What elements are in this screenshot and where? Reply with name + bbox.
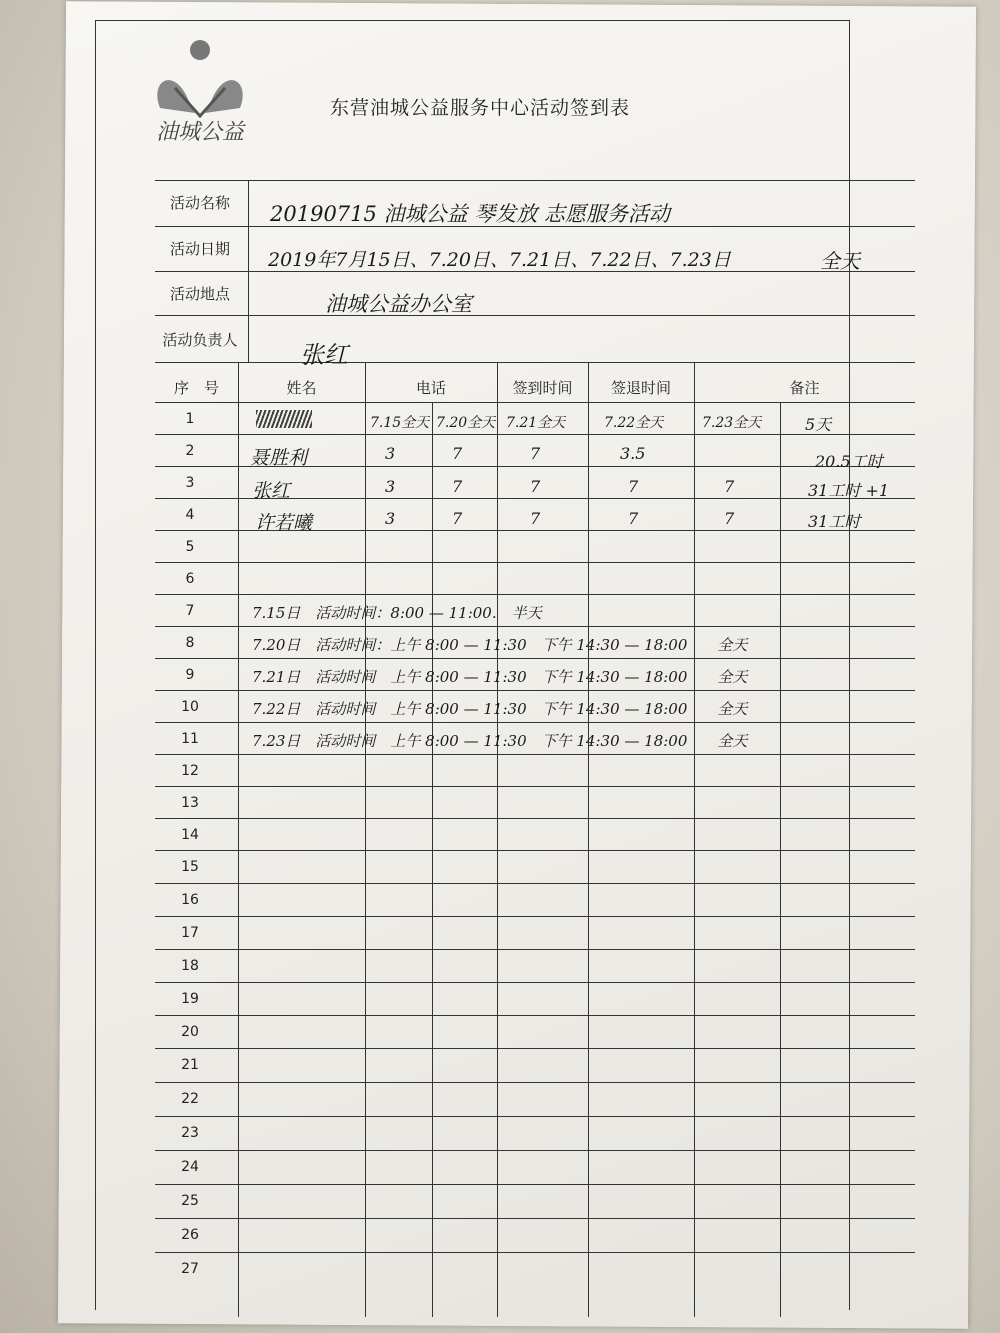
row-number: 5 xyxy=(185,539,195,555)
header-name: 姓名 xyxy=(286,379,317,397)
header-signout: 签退时间 xyxy=(610,379,671,397)
logo-text: 油城公益 xyxy=(155,120,244,145)
activity-date-note: 全天 xyxy=(820,249,860,273)
row1-c2: 7.20全天 xyxy=(436,415,496,431)
row3-c3: 7 xyxy=(530,477,541,496)
activity-leader-value: 张红 xyxy=(300,341,348,369)
activity-location-label: 活动地点 xyxy=(169,285,230,303)
row-number: 9 xyxy=(185,667,195,683)
divider xyxy=(155,626,915,627)
row2-c6: 20.5工时 xyxy=(815,452,883,471)
activity-leader-label: 活动负责人 xyxy=(162,331,238,349)
row2-c3: 7 xyxy=(530,444,541,463)
activity-name-value: 20190715 油城公益 琴发放 志愿服务活动 xyxy=(270,202,670,226)
row4-name: 许若曦 xyxy=(255,512,313,534)
row-number: 16 xyxy=(181,892,199,908)
row-number: 14 xyxy=(181,827,199,843)
divider xyxy=(155,180,915,181)
row-number: 2 xyxy=(185,443,195,459)
divider xyxy=(155,658,915,659)
row1-c5: 7.23全天 xyxy=(702,415,762,431)
row-number: 11 xyxy=(181,731,199,747)
divider xyxy=(155,402,915,403)
divider xyxy=(155,982,915,983)
divider xyxy=(365,362,366,1317)
divider xyxy=(155,850,915,851)
activity-location-value: 油城公益办公室 xyxy=(325,292,472,316)
redacted-name-scribble xyxy=(256,410,312,428)
divider xyxy=(155,818,915,819)
row-number: 13 xyxy=(181,795,199,811)
divider xyxy=(432,402,433,1317)
row-number: 3 xyxy=(185,475,195,491)
row-number: 8 xyxy=(185,635,195,651)
row3-c5: 7 xyxy=(724,477,735,496)
row-number: 20 xyxy=(181,1024,199,1040)
row-number: 22 xyxy=(181,1091,199,1107)
row1-c4: 7.22全天 xyxy=(604,415,664,431)
row-number: 12 xyxy=(181,763,199,779)
note-line: 7.21日 活动时间 上午 8:00 — 11:30 下午 14:30 — 18:00 全天 xyxy=(252,668,748,686)
divider xyxy=(155,1184,915,1185)
divider xyxy=(588,362,589,1317)
divider xyxy=(155,883,915,884)
divider xyxy=(155,786,915,787)
row3-c1: 3 xyxy=(385,477,396,496)
row1-c3: 7.21全天 xyxy=(506,415,566,431)
header-phone: 电话 xyxy=(415,379,446,397)
row-number: 18 xyxy=(181,958,199,974)
divider xyxy=(155,434,915,435)
divider xyxy=(155,1116,915,1117)
row-number: 1 xyxy=(185,411,195,427)
row1-c1: 7.15全天 xyxy=(370,415,430,431)
activity-date-label: 活动日期 xyxy=(169,240,230,258)
row-number: 27 xyxy=(181,1261,199,1277)
row-number: 26 xyxy=(181,1227,199,1243)
divider xyxy=(155,754,915,755)
page-title: 东营油城公益服务中心活动签到表 xyxy=(330,97,631,119)
divider xyxy=(155,949,915,950)
note-line: 7.23日 活动时间 上午 8:00 — 11:30 下午 14:30 — 18:00 全天 xyxy=(252,732,748,750)
divider xyxy=(238,362,239,1317)
divider xyxy=(155,690,915,691)
row-number: 10 xyxy=(181,699,199,715)
divider xyxy=(497,362,498,1317)
row-number: 17 xyxy=(181,925,199,941)
row-number: 24 xyxy=(181,1159,199,1175)
divider xyxy=(155,1150,915,1151)
row4-c6: 31工时 xyxy=(808,512,861,531)
divider xyxy=(155,1015,915,1016)
divider xyxy=(155,594,915,595)
row3-c2: 7 xyxy=(452,477,463,496)
row-number: 4 xyxy=(185,507,195,523)
row2-name: 聂胜利 xyxy=(250,447,308,469)
row-number: 25 xyxy=(181,1193,199,1209)
row2-c4: 3.5 xyxy=(620,444,646,463)
divider xyxy=(155,1218,915,1219)
row-number: 6 xyxy=(185,571,195,587)
note-line: 7.22日 活动时间 上午 8:00 — 11:30 下午 14:30 — 18:00 全天 xyxy=(252,700,748,718)
divider xyxy=(155,562,915,563)
header-signin: 签到时间 xyxy=(512,379,573,397)
note-line: 7.20日 活动时间：上午 8:00 — 11:30 下午 14:30 — 18:00 全天 xyxy=(252,636,748,654)
header-remark: 备注 xyxy=(789,379,820,397)
divider xyxy=(155,362,915,363)
row2-c2: 7 xyxy=(452,444,463,463)
row-number: 21 xyxy=(181,1057,199,1073)
row2-c1: 3 xyxy=(385,444,396,463)
activity-name-label: 活动名称 xyxy=(169,194,230,212)
row3-c6: 31工时 +1 xyxy=(808,481,890,500)
row4-c3: 7 xyxy=(530,509,541,528)
header-seq: 序 号 xyxy=(173,379,219,397)
row-number: 15 xyxy=(181,859,199,875)
row4-c5: 7 xyxy=(724,509,735,528)
row4-c2: 7 xyxy=(452,509,463,528)
divider xyxy=(155,1048,915,1049)
row3-c4: 7 xyxy=(628,477,639,496)
divider xyxy=(155,916,915,917)
row3-name: 张红 xyxy=(252,480,291,502)
note-line: 7.15日 活动时间：8:00 — 11:00. 半天 xyxy=(252,604,542,622)
row-number: 19 xyxy=(181,991,199,1007)
divider xyxy=(155,1252,915,1253)
divider xyxy=(155,722,915,723)
activity-date-value: 2019年7月15日、7.20日、7.21日、7.22日、7.23日 xyxy=(268,249,731,271)
row4-c1: 3 xyxy=(385,509,396,528)
row1-c6: 5天 xyxy=(805,415,832,434)
divider xyxy=(694,362,695,1317)
divider xyxy=(780,402,781,1317)
divider xyxy=(155,1082,915,1083)
row-number: 7 xyxy=(185,603,195,619)
row4-c4: 7 xyxy=(628,509,639,528)
divider xyxy=(155,315,915,316)
row-number: 23 xyxy=(181,1125,199,1141)
